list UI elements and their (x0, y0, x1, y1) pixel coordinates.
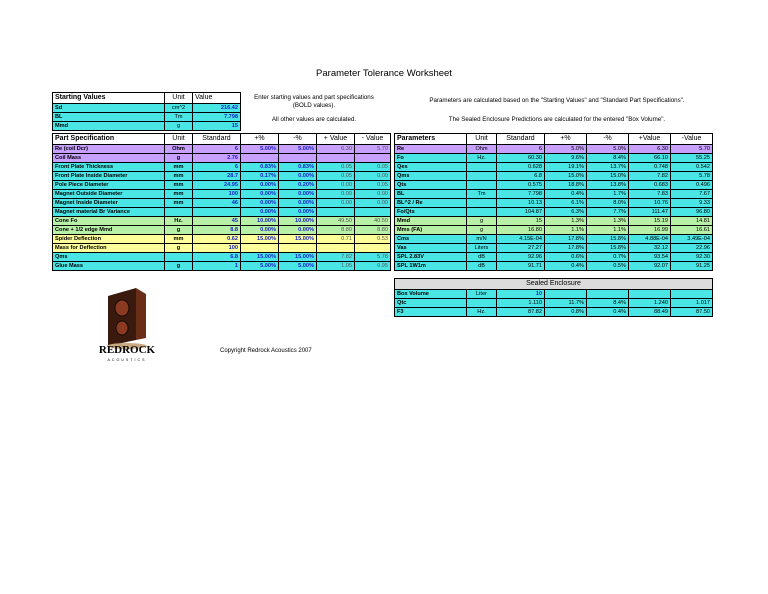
plus-value: 10.76 (629, 199, 671, 208)
minus-value: 0.542 (671, 163, 713, 172)
col-header-minus-value: -Value (671, 134, 713, 145)
sealed-enclosure-table (394, 278, 713, 317)
minus-pct-input[interactable]: 15.00% (279, 235, 317, 244)
col-header-standard: Standard (193, 134, 241, 145)
minus-value (355, 208, 391, 217)
row-label: Box Volume (395, 290, 467, 299)
parameter-rows (395, 145, 713, 271)
plus-pct: 6.1% (545, 199, 587, 208)
row-label: Qts (395, 181, 467, 190)
part-spec-row (53, 190, 391, 199)
standard-value: 7.798 (497, 190, 545, 199)
standard-value: 15 (497, 217, 545, 226)
row-unit: mm (165, 235, 193, 244)
part-spec-row (53, 244, 391, 253)
row-unit: mm (165, 163, 193, 172)
logo-wordmark: REDROCK (98, 344, 156, 356)
standard-value: 60.30 (497, 154, 545, 163)
row-label: Coil Mass (53, 154, 165, 163)
minus-pct-input[interactable]: 5.00% (279, 145, 317, 154)
row-unit (165, 253, 193, 262)
plus-value (317, 208, 355, 217)
minus-pct-input[interactable]: 15.00% (279, 253, 317, 262)
standard-input[interactable]: 8.8 (193, 226, 241, 235)
standard-value: 104.87 (497, 208, 545, 217)
standard-input[interactable]: 100 (193, 244, 241, 253)
plus-value: 16.99 (629, 226, 671, 235)
row-unit: Hz. (165, 217, 193, 226)
part-spec-row (53, 226, 391, 235)
col-header-plus-pct: +% (241, 134, 279, 145)
row-label: F3 (395, 308, 467, 317)
row-label: Mmd (53, 122, 165, 131)
minus-pct (587, 290, 629, 299)
row-unit: g (165, 122, 193, 131)
sealed-rows (395, 290, 713, 317)
row-label: Magnet Inside Diameter (53, 199, 165, 208)
minus-pct: 7.7% (587, 208, 629, 217)
minus-pct-input[interactable]: 10.00% (279, 217, 317, 226)
sealed-row (395, 299, 713, 308)
minus-value: 0.00 (355, 172, 391, 181)
parameter-row (395, 145, 713, 154)
row-label: BL^2 / Re (395, 199, 467, 208)
row-unit: mm (165, 172, 193, 181)
row-unit (467, 172, 497, 181)
row-unit: Tm (467, 190, 497, 199)
minus-value: 92.30 (671, 253, 713, 262)
plus-value: 1.240 (629, 299, 671, 308)
starting-values-table (52, 92, 241, 131)
row-unit (467, 299, 497, 308)
minus-value: 14.81 (671, 217, 713, 226)
part-spec-row (53, 217, 391, 226)
standard-value: 87.82 (497, 308, 545, 317)
row-label: Fo/Qts (395, 208, 467, 217)
row-label: SPL 2.83V (395, 253, 467, 262)
standard-value: 10.13 (497, 199, 545, 208)
standard-value: 4.15E-04 (497, 235, 545, 244)
plus-value: 93.54 (629, 253, 671, 262)
row-unit: Hz. (467, 308, 497, 317)
row-unit: g (467, 217, 497, 226)
minus-value: 0.95 (355, 262, 391, 271)
part-spec-rows (53, 145, 391, 271)
row-label: Cone Fo (53, 217, 165, 226)
row-unit (467, 163, 497, 172)
minus-value: 40.50 (355, 217, 391, 226)
standard-input[interactable]: 46 (193, 199, 241, 208)
params-note: Parameters are calculated based on the "Starting Values" and "Standard Part Specifications". (429, 97, 685, 104)
minus-value: 0.05 (355, 181, 391, 190)
sd-value-input[interactable]: 216.42 (193, 104, 241, 113)
minus-pct-input[interactable]: 0.20% (279, 181, 317, 190)
row-unit: dB (467, 262, 497, 271)
col-header-minus-value: - Value (355, 134, 391, 145)
minus-pct-input[interactable] (279, 244, 317, 253)
row-label: BL (53, 113, 165, 122)
minus-pct-input[interactable]: 0.00% (279, 190, 317, 199)
plus-pct-input[interactable]: 0.83% (241, 163, 279, 172)
plus-pct-input[interactable]: 0.00% (241, 190, 279, 199)
minus-pct: 0.4% (587, 308, 629, 317)
plus-pct-input[interactable]: 0.00% (241, 208, 279, 217)
row-label: SPL 1W1m (395, 262, 467, 271)
worksheet-title: Parameter Tolerance Worksheet (316, 68, 452, 79)
row-unit: Tm (165, 113, 193, 122)
standard-input[interactable]: 24.95 (193, 181, 241, 190)
plus-value: 6.30 (629, 145, 671, 154)
row-label: BL (395, 190, 467, 199)
row-unit (467, 208, 497, 217)
plus-pct: 19.1% (545, 163, 587, 172)
part-spec-row (53, 181, 391, 190)
row-label: Pole Piece Diameter (53, 181, 165, 190)
col-header-value: Value (193, 93, 241, 104)
col-header-plus-value: + Value (317, 134, 355, 145)
row-unit: dB (467, 253, 497, 262)
col-header-plus-pct: +% (545, 134, 587, 145)
row-unit: g (165, 244, 193, 253)
minus-value: 22.96 (671, 244, 713, 253)
parameter-row (395, 199, 713, 208)
starting-row-sd (53, 104, 241, 113)
minus-pct-input[interactable]: 0.83% (279, 163, 317, 172)
minus-pct: 5.0% (587, 145, 629, 154)
plus-pct: 1.1% (545, 226, 587, 235)
row-unit (467, 181, 497, 190)
row-label: Front Plate Thickness (53, 163, 165, 172)
minus-value: 9.33 (671, 199, 713, 208)
plus-value: 8.80 (317, 226, 355, 235)
row-unit: g (467, 226, 497, 235)
row-unit: g (165, 154, 193, 163)
standard-input[interactable]: 6 (193, 163, 241, 172)
plus-value: 0.00 (317, 181, 355, 190)
row-label: Magnet Outside Diameter (53, 190, 165, 199)
minus-pct: 1.3% (587, 217, 629, 226)
part-spec-row (53, 253, 391, 262)
starting-row-mmd (53, 122, 241, 131)
row-label: Fo (395, 154, 467, 163)
row-unit: Ohm (165, 145, 193, 154)
row-label: Vas (395, 244, 467, 253)
row-label: Mms (FA) (395, 226, 467, 235)
row-unit: mm (165, 181, 193, 190)
plus-value: 32.12 (629, 244, 671, 253)
col-header-parameters: Parameters (395, 134, 467, 145)
enter-note (240, 94, 388, 110)
standard-value: 0.628 (497, 163, 545, 172)
row-label: Sd (53, 104, 165, 113)
minus-pct: 13.8% (587, 181, 629, 190)
standard-input[interactable]: 1 (193, 262, 241, 271)
row-unit (165, 208, 193, 217)
standard-value: 16.80 (497, 226, 545, 235)
row-label: Re (coil Dcr) (53, 145, 165, 154)
plus-value: 66.10 (629, 154, 671, 163)
calculated-note: All other values are calculated. (271, 116, 357, 123)
minus-pct-input[interactable]: 5.00% (279, 262, 317, 271)
standard-input[interactable] (193, 208, 241, 217)
minus-pct: 8.4% (587, 299, 629, 308)
plus-value: 0.05 (317, 172, 355, 181)
minus-value: 5.78 (355, 253, 391, 262)
standard-value: 92.96 (497, 253, 545, 262)
plus-value: 92.07 (629, 262, 671, 271)
col-header-minus-pct: -% (279, 134, 317, 145)
minus-pct: 15.8% (587, 235, 629, 244)
minus-pct: 0.5% (587, 262, 629, 271)
plus-pct-input[interactable]: 0.00% (241, 226, 279, 235)
plus-pct-input[interactable]: 0.17% (241, 172, 279, 181)
plus-value: 4.88E-04 (629, 235, 671, 244)
plus-value: 15.19 (629, 217, 671, 226)
minus-pct-input[interactable] (279, 154, 317, 163)
row-unit: g (165, 226, 193, 235)
part-spec-table (52, 133, 391, 271)
row-unit (467, 199, 497, 208)
row-label: Mass for Deflection (53, 244, 165, 253)
row-unit: Liters (467, 244, 497, 253)
sealed-note: The Sealed Enclosure Predictions are calculated for the entered "Box Volume". (448, 116, 666, 123)
parameters-table (394, 133, 713, 271)
col-header-starting: Starting Values (53, 93, 165, 104)
sealed-enclosure-title: Sealed Enclosure (395, 279, 713, 290)
row-label: Qms (53, 253, 165, 262)
minus-value: 0.05 (355, 163, 391, 172)
minus-pct: 1.7% (587, 190, 629, 199)
plus-value: 7.82 (317, 253, 355, 262)
plus-pct: 11.7% (545, 299, 587, 308)
plus-pct-input[interactable]: 15.00% (241, 253, 279, 262)
plus-pct: 0.4% (545, 262, 587, 271)
row-unit: g (165, 262, 193, 271)
row-unit: cm^2 (165, 104, 193, 113)
standard-input[interactable]: 45 (193, 217, 241, 226)
plus-pct-input[interactable]: 0.00% (241, 199, 279, 208)
plus-value: 1.05 (317, 262, 355, 271)
minus-pct: 1.1% (587, 226, 629, 235)
standard-value: 27.27 (497, 244, 545, 253)
logo-subtitle: ACOUSTICS (107, 358, 147, 362)
col-header-standard: Standard (497, 134, 545, 145)
plus-pct-input[interactable] (241, 244, 279, 253)
parameter-row (395, 235, 713, 244)
plus-pct-input[interactable]: 0.00% (241, 181, 279, 190)
plus-pct: 0.4% (545, 190, 587, 199)
minus-value: 96.80 (671, 208, 713, 217)
minus-pct: 13.7% (587, 163, 629, 172)
part-spec-row (53, 163, 391, 172)
standard-input[interactable]: 100 (193, 190, 241, 199)
parameter-row (395, 181, 713, 190)
minus-value: 3.49E-04 (671, 235, 713, 244)
row-unit: Liter (467, 290, 497, 299)
minus-value (671, 290, 713, 299)
minus-value: 91.25 (671, 262, 713, 271)
plus-value (317, 244, 355, 253)
plus-value: 7.83 (629, 190, 671, 199)
enter-note-line2: (BOLD values). (292, 102, 336, 109)
part-spec-row (53, 199, 391, 208)
minus-value: 5.70 (671, 145, 713, 154)
standard-input[interactable]: 2.76 (193, 154, 241, 163)
minus-pct: 0.7% (587, 253, 629, 262)
part-spec-row (53, 208, 391, 217)
row-label: Qtc (395, 299, 467, 308)
plus-value: 0.05 (317, 163, 355, 172)
minus-value: 0.00 (355, 199, 391, 208)
parameter-row (395, 253, 713, 262)
parameter-row (395, 208, 713, 217)
part-spec-row (53, 172, 391, 181)
standard-input[interactable]: 28.7 (193, 172, 241, 181)
row-label: Magnet material Br Variance (53, 208, 165, 217)
standard-input[interactable]: 0.62 (193, 235, 241, 244)
row-label: Qms (395, 172, 467, 181)
row-label: Mmd (395, 217, 467, 226)
row-label: Cms (395, 235, 467, 244)
minus-value: 1.017 (671, 299, 713, 308)
col-header-part: Part Specification (53, 134, 165, 145)
row-label: Spider Deflection (53, 235, 165, 244)
minus-value: 16.61 (671, 226, 713, 235)
plus-value (629, 290, 671, 299)
minus-pct: 15.8% (587, 244, 629, 253)
plus-pct-input[interactable]: 10.00% (241, 217, 279, 226)
standard-value: 6 (497, 145, 545, 154)
plus-value: 0.748 (629, 163, 671, 172)
plus-value: 6.30 (317, 145, 355, 154)
plus-pct (545, 290, 587, 299)
row-unit: Hz. (467, 154, 497, 163)
part-spec-row (53, 235, 391, 244)
row-unit: mm (165, 190, 193, 199)
plus-value: 111.47 (629, 208, 671, 217)
plus-pct-input[interactable] (241, 154, 279, 163)
plus-pct: 0.6% (545, 253, 587, 262)
minus-pct: 15.0% (587, 172, 629, 181)
part-spec-row (53, 154, 391, 163)
col-header-unit: Unit (165, 134, 193, 145)
parameter-row (395, 226, 713, 235)
plus-value: 0.00 (317, 199, 355, 208)
col-header-unit: Unit (165, 93, 193, 104)
minus-value: 8.80 (355, 226, 391, 235)
parameter-row (395, 154, 713, 163)
box-volume-row (395, 290, 713, 299)
minus-value: 7.67 (671, 190, 713, 199)
copyright-text: Copyright Redrock Acoustics 2007 (220, 348, 312, 354)
plus-pct: 15.0% (545, 172, 587, 181)
minus-pct-input[interactable]: 0.00% (279, 199, 317, 208)
plus-pct: 17.8% (545, 244, 587, 253)
starting-row-bl (53, 113, 241, 122)
standard-value: 0.575 (497, 181, 545, 190)
parameter-row (395, 217, 713, 226)
mmd-value-input[interactable]: 15 (193, 122, 241, 131)
minus-pct-input[interactable]: 0.00% (279, 226, 317, 235)
sealed-row (395, 308, 713, 317)
row-unit: Ohm (467, 145, 497, 154)
minus-pct-input[interactable]: 0.00% (279, 208, 317, 217)
plus-pct: 9.6% (545, 154, 587, 163)
plus-value: 0.683 (629, 181, 671, 190)
part-spec-row (53, 145, 391, 154)
plus-value: 7.82 (629, 172, 671, 181)
enter-note-line1: Enter starting values and part specifications (254, 94, 374, 101)
plus-pct-input[interactable]: 5.00% (241, 262, 279, 271)
plus-pct-input[interactable]: 15.00% (241, 235, 279, 244)
standard-value: 91.71 (497, 262, 545, 271)
redrock-logo (96, 288, 158, 374)
row-unit: m/N (467, 235, 497, 244)
standard-input[interactable]: 6.8 (193, 253, 241, 262)
row-label: Re (395, 145, 467, 154)
row-label: Glue Mass (53, 262, 165, 271)
plus-pct: 18.8% (545, 181, 587, 190)
minus-pct: 8.0% (587, 199, 629, 208)
minus-pct: 8.4% (587, 154, 629, 163)
plus-value: 88.49 (629, 308, 671, 317)
plus-pct: 17.8% (545, 235, 587, 244)
box-volume-input[interactable]: 10 (497, 290, 545, 299)
parameter-row (395, 190, 713, 199)
parameter-row (395, 172, 713, 181)
row-label: Qes (395, 163, 467, 172)
plus-pct-input[interactable]: 5.00% (241, 145, 279, 154)
minus-value: 0.00 (355, 190, 391, 199)
part-spec-row (53, 262, 391, 271)
parameter-row (395, 244, 713, 253)
col-header-unit: Unit (467, 134, 497, 145)
parameter-row (395, 262, 713, 271)
col-header-minus-pct: -% (587, 134, 629, 145)
row-unit: mm (165, 199, 193, 208)
standard-value: 6.8 (497, 172, 545, 181)
plus-value (317, 154, 355, 163)
minus-pct-input[interactable]: 0.00% (279, 172, 317, 181)
plus-value: 0.00 (317, 190, 355, 199)
plus-value: 0.71 (317, 235, 355, 244)
row-label: Front Plate Inside Diameter (53, 172, 165, 181)
minus-value (355, 154, 391, 163)
minus-value: 0.53 (355, 235, 391, 244)
plus-pct: 1.3% (545, 217, 587, 226)
plus-pct: 0.8% (545, 308, 587, 317)
minus-value (355, 244, 391, 253)
minus-value: 87.50 (671, 308, 713, 317)
minus-value: 0.496 (671, 181, 713, 190)
plus-pct: 5.0% (545, 145, 587, 154)
standard-input[interactable]: 6 (193, 145, 241, 154)
plus-pct: 6.3% (545, 208, 587, 217)
row-label: Cone + 1/2 edge Mmd (53, 226, 165, 235)
plus-value: 49.50 (317, 217, 355, 226)
minus-value: 55.25 (671, 154, 713, 163)
col-header-plus-value: +Value (629, 134, 671, 145)
bl-value-input[interactable]: 7.798 (193, 113, 241, 122)
parameter-row (395, 163, 713, 172)
minus-value: 5.78 (671, 172, 713, 181)
standard-value: 1.110 (497, 299, 545, 308)
minus-value: 5.70 (355, 145, 391, 154)
